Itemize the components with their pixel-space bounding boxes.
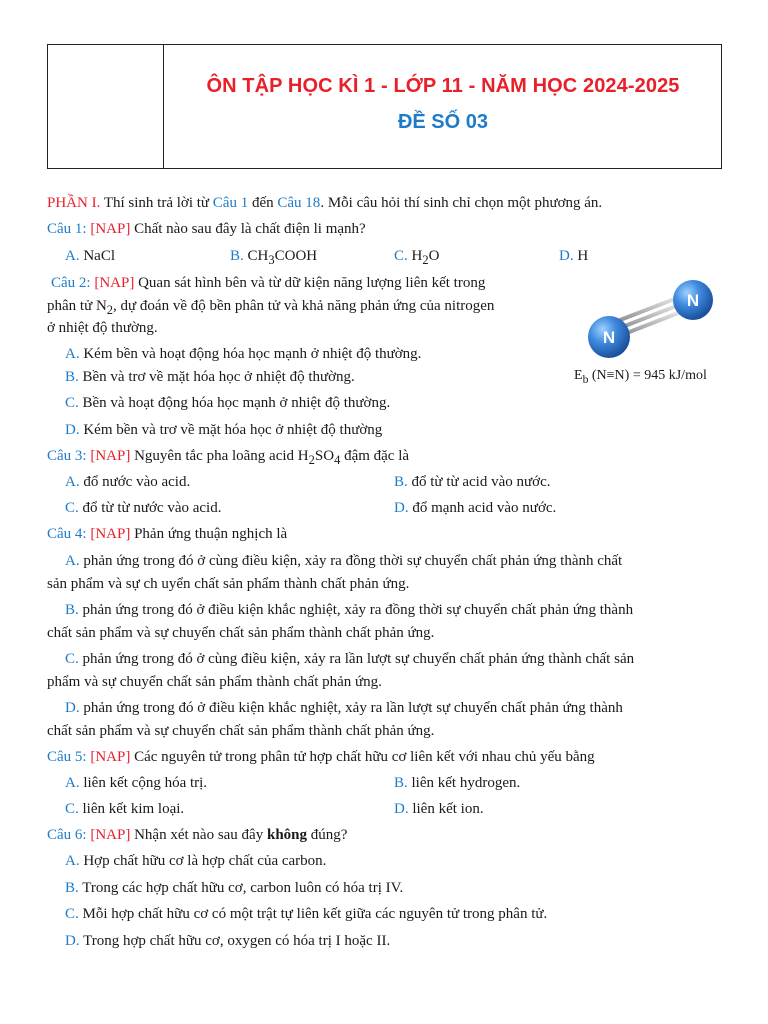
question-tag: [NAP] [94, 275, 135, 291]
option-label: D. [394, 500, 409, 516]
option-text: phản ứng trong đó ở điều kiện khắc nghiệt, xảy ra lần lượt sự chuyển chất phản ứng thành [79, 700, 623, 716]
option-d [65, 698, 623, 718]
option-text: Kém bền và trơ về mặt hóa học ở nhiệt độ thường [79, 422, 383, 438]
option-label: C. [65, 500, 79, 516]
option-text: $CH_3COOH$ [247, 248, 318, 267]
option-text: phản ứng trong đó ở cùng điều kiện, xảy ra lần lượt sự chuyển chất phản ứng thành chất sản [78, 651, 635, 667]
question-emphasis: không [266, 827, 308, 843]
question-to: Câu 18 [277, 195, 321, 211]
question-number: Câu 6: [47, 827, 87, 843]
option-text: H [577, 248, 589, 264]
question-text: Phản ứng thuận nghịch là [130, 526, 288, 542]
option-text: $H_2O$ [411, 248, 440, 267]
option-text: NaCl [83, 248, 116, 264]
option-text: Bền và hoạt động hóa học mạnh ở nhiệt độ thường. [78, 395, 391, 411]
option-label: B. [65, 369, 79, 385]
option-d [394, 799, 484, 819]
option-text: Trong các hợp chất hữu cơ, carbon luôn có hóa trị IV. [78, 880, 404, 896]
option-label: B. [65, 602, 79, 618]
option-b [65, 367, 355, 387]
option-a [65, 344, 421, 364]
option-c [65, 393, 390, 413]
option-label: D. [394, 801, 409, 817]
question-text: ở nhiệt độ thường. [47, 320, 158, 336]
atom-label: N [686, 291, 700, 310]
question-tag: [NAP] [90, 526, 131, 542]
question-text: Các nguyên tử trong phân tử hợp chất hữu cơ liên kết với nhau chủ yếu bằng [130, 749, 595, 765]
question-tag: [NAP] [90, 448, 131, 464]
option-text: Kém bền và hoạt động hóa học mạnh ở nhiệt độ thường. [79, 346, 422, 362]
instruction-text: Thí sinh trả lời từ [100, 195, 213, 211]
option-label: B. [394, 775, 408, 791]
question-tag: [NAP] [90, 221, 131, 237]
question-3-stem [47, 446, 409, 470]
option-label: D. [65, 933, 80, 949]
question-tag: [NAP] [90, 827, 131, 843]
option-label: C. [65, 395, 79, 411]
option-label: C. [65, 651, 79, 667]
option-label: A. [65, 474, 80, 490]
option-d [65, 931, 390, 951]
question-text: đúng? [307, 827, 348, 843]
option-b [394, 472, 550, 492]
option-text: phản ứng trong đó ở điều kiện khắc nghiệt, xảy ra đồng thời sự chuyển chất phản ứng thành [78, 602, 634, 618]
option-label: D. [559, 248, 574, 264]
n2-molecule-image [575, 280, 725, 370]
option-label: B. [65, 880, 79, 896]
part-label: PHẦN I. [47, 195, 101, 211]
option-c [65, 904, 547, 924]
question-text: Chất nào sau đây là chất điện li mạnh? [130, 221, 366, 237]
question-number: Câu 4: [47, 526, 87, 542]
question-4-stem [47, 524, 287, 544]
option-text: sản phẩm và sự ch uyển chất sản phẩm thành chất phản ứng. [47, 576, 410, 592]
option-text: Bền và trơ về mặt hóa học ở nhiệt độ thường. [78, 369, 355, 385]
logo-cell [48, 45, 164, 168]
option-a [65, 851, 326, 871]
question-1-stem [47, 219, 366, 239]
question-number: Câu 5: [47, 749, 87, 765]
option-text: phẩm và sự chuyển chất sản phẩm thành chất phản ứng. [47, 674, 382, 690]
instruction-text: . Mỗi câu hỏi thí sinh chỉ chọn một phương án. [320, 195, 603, 211]
option-a [65, 246, 115, 266]
option-label: C. [65, 801, 79, 817]
page-title: ÔN TẬP HỌC KÌ 1 - LỚP 11 - NĂM HỌC 2024-2025 [206, 75, 680, 97]
option-text: Trong hợp chất hữu cơ, oxygen có hóa trị I hoặc II. [79, 933, 391, 949]
part-instruction [47, 193, 602, 213]
option-d [394, 498, 556, 518]
question-number: Câu 1: [47, 221, 87, 237]
option-c [65, 799, 184, 819]
option-c [65, 498, 221, 518]
question-6-stem [47, 825, 347, 845]
option-b [65, 878, 403, 898]
question-5-stem [47, 747, 595, 767]
option-label: A. [65, 853, 80, 869]
question-from: Câu 1 [212, 195, 249, 211]
option-text: đổ từ từ acid vào nước. [407, 474, 551, 490]
option-text: liên kết cộng hóa trị. [79, 775, 208, 791]
option-label: D. [65, 700, 80, 716]
option-b [394, 773, 520, 793]
option-text: liên kết hydrogen. [407, 775, 521, 791]
option-a [65, 773, 207, 793]
option-label: A. [65, 346, 80, 362]
atom-label: N [602, 328, 616, 347]
option-text: chất sản phẩm và sự chuyển chất sản phẩm thành chất phản ứng. [47, 723, 435, 739]
option-a [65, 551, 622, 571]
option-c [394, 246, 439, 270]
question-2-stem [51, 273, 485, 293]
question-tag: [NAP] [90, 749, 131, 765]
option-label: A. [65, 553, 80, 569]
instruction-text: đến [248, 195, 278, 211]
option-a [65, 472, 190, 492]
option-text: liên kết ion. [408, 801, 484, 817]
option-text: Hợp chất hữu cơ là hợp chất của carbon. [79, 853, 327, 869]
question-text: phân tử $N_2$, dự đoán về độ bền phân tử và khả năng phản ứng của nitrogen [47, 298, 495, 317]
option-d [559, 246, 588, 266]
option-c [65, 649, 634, 669]
bond-energy-caption: $E_b$ (N≡N) = 945 kJ/mol [574, 368, 707, 386]
option-label: B. [230, 248, 244, 264]
question-number: Câu 2: [51, 275, 91, 291]
header-table [47, 44, 722, 169]
question-text: Nguyên tắc pha loãng acid $H_2SO_4$ đậm đặc là [130, 448, 410, 467]
option-text: đổ từ từ nước vào acid. [78, 500, 222, 516]
option-text: liên kết kim loại. [78, 801, 185, 817]
option-label: D. [65, 422, 80, 438]
option-text: đổ mạnh acid vào nước. [408, 500, 557, 516]
option-b [65, 600, 633, 620]
option-label: C. [394, 248, 408, 264]
option-label: A. [65, 248, 80, 264]
option-b [230, 246, 317, 270]
question-number: Câu 3: [47, 448, 87, 464]
question-text: Quan sát hình bên và từ dữ kiện năng lượng liên kết trong [134, 275, 486, 291]
option-label: B. [394, 474, 408, 490]
option-text: đổ nước vào acid. [79, 474, 191, 490]
option-d [65, 420, 382, 440]
option-label: C. [65, 906, 79, 922]
option-text: Mỗi hợp chất hữu cơ có một trật tự liên kết giữa các nguyên tử trong phân tử. [78, 906, 548, 922]
option-text: chất sản phẩm và sự chuyển chất sản phẩm thành chất phản ứng. [47, 625, 435, 641]
option-text: phản ứng trong đó ở cùng điều kiện, xảy ra đồng thời sự chuyển chất phản ứng thành chất [79, 553, 623, 569]
exam-number: ĐỀ SỐ 03 [397, 111, 489, 133]
question-text: Nhận xét nào sau đây [130, 827, 267, 843]
option-label: A. [65, 775, 80, 791]
